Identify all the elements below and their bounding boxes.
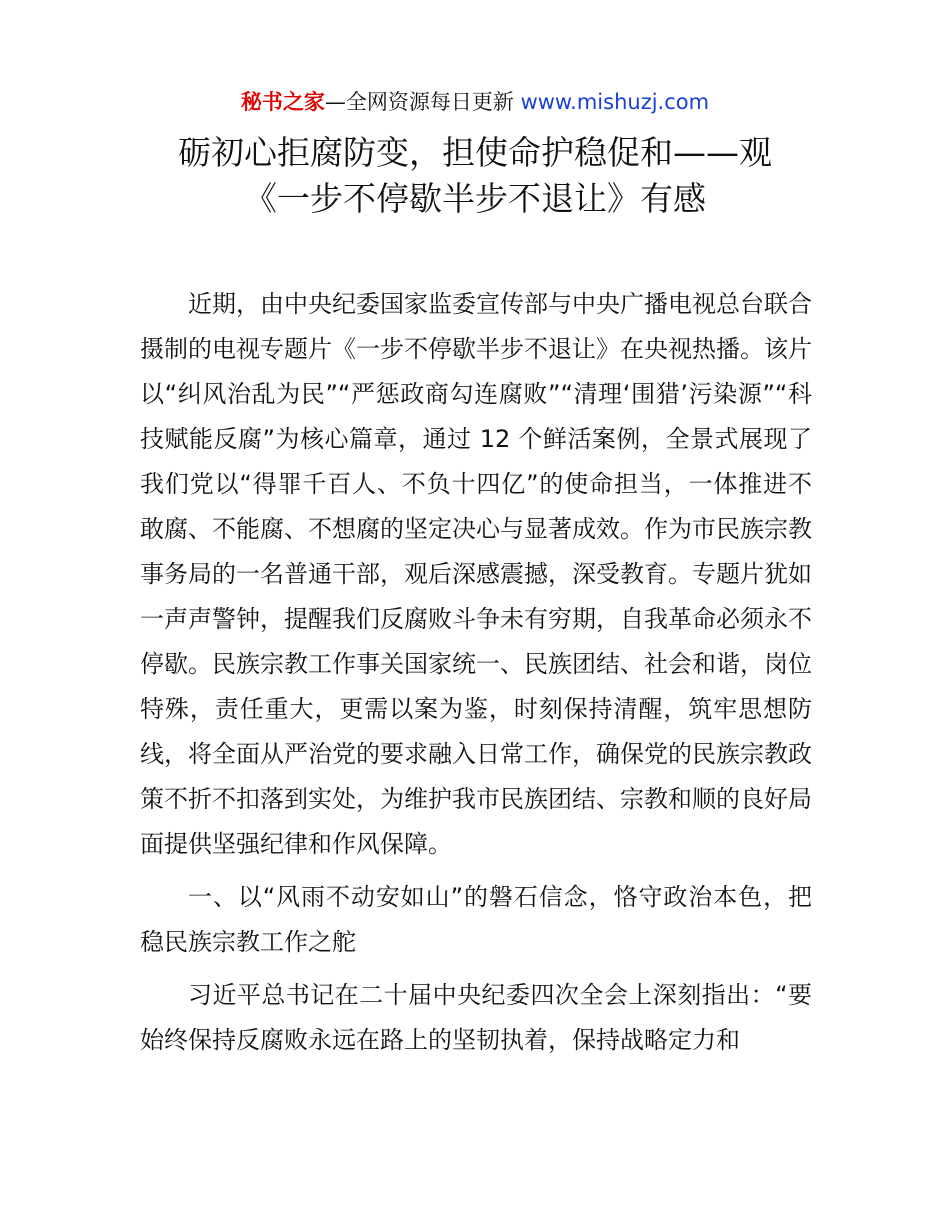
title-line-2: 《一步不停歇半步不退让》有感	[244, 179, 706, 218]
document-body	[140, 282, 812, 1063]
section-heading-1: 一、以“风雨不动安如山”的磐石信念，恪守政治本色，把稳民族宗教工作之舵	[140, 883, 812, 956]
site-url-link[interactable]: www.mishuzj.com	[520, 90, 710, 114]
site-slogan: —全网资源每日更新	[324, 90, 521, 114]
document-title	[60, 130, 890, 222]
paragraph-intro: 近期，由中央纪委国家监委宣传部与中央广播电视总台联合摄制的电视专题片《一步不停歇半步不退让》在央视热播。该片以“纠风治乱为民”“严惩政商勾连腐败”“清理‘围猎’污染源”“科技赋能反腐”为核心篇章，通过 12 个鲜活案例，全景式展现了我们党以“得罪千百人、不负十四亿”的使命担当，一体推进不敢腐、不能腐、不想腐的坚定决心与显著成效。作为市民族宗教事务局的一名普通干部，观后深感震撼，深受教育。专题片犹如一声声警钟，提醒我们反腐败斗争未有穷期，自我革命必须永不停歇。民族宗教工作事关国家统一、民族团结、社会和谐，岗位特殊，责任重大，更需以案为鉴，时刻保持清醒，筑牢思想防线，将全面从严治党的要求融入日常工作，确保党的民族宗教政策不折不扣落到实处，为维护我市民族团结、宗教和顺的良好局面提供坚强纪律和作风保障。	[140, 290, 812, 858]
paragraph-section-1: 习近平总书记在二十届中央纪委四次全会上深刻指出：“要始终保持反腐败永远在路上的坚韧执着，保持战略定力和	[140, 981, 812, 1054]
title-line-1: 砺初心拒腐防变，担使命护稳促和——观	[178, 133, 772, 172]
site-header	[0, 88, 950, 116]
site-brand: 秘书之家	[240, 90, 325, 114]
